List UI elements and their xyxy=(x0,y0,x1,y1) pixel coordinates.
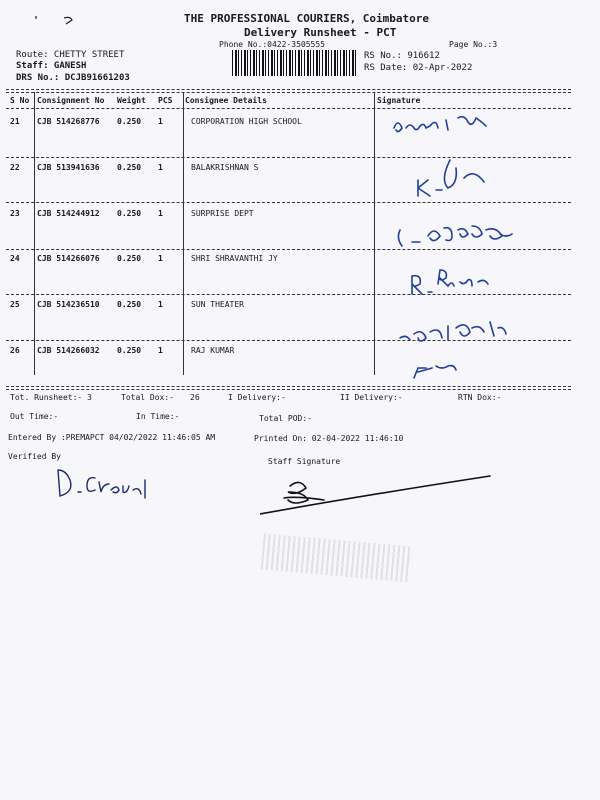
col-pcs: PCS xyxy=(158,96,173,105)
divider xyxy=(6,108,571,109)
row-weight: 0.250 xyxy=(117,209,142,218)
row-sno: 24 xyxy=(10,254,20,263)
column-line xyxy=(34,92,35,375)
row-pcs: 1 xyxy=(158,346,163,355)
drs-number: DRS No.: DCJB91661203 xyxy=(16,73,130,83)
row-pcs: 1 xyxy=(158,300,163,309)
staff-signature xyxy=(260,466,560,526)
row-weight: 0.250 xyxy=(117,117,142,126)
col-weight: Weight xyxy=(117,96,146,105)
row-weight: 0.250 xyxy=(117,300,142,309)
total-dox-value: 26 xyxy=(190,393,200,402)
corner-mark xyxy=(34,12,84,28)
verifier-signature xyxy=(50,460,160,505)
row-consignee: BALAKRISHNAN S xyxy=(191,163,259,172)
row-pcs: 1 xyxy=(158,254,163,263)
col-consignment: Consignment No xyxy=(37,96,105,105)
row-consignment: CJB 514244912 xyxy=(37,209,100,218)
divider xyxy=(6,389,571,390)
faded-stamp xyxy=(261,534,414,583)
row-sno: 23 xyxy=(10,209,20,218)
row-consignee: SURPRISE DEPT xyxy=(191,209,254,218)
printed-on: Printed On: 02-04-2022 11:46:10 xyxy=(254,434,404,443)
page-number: Page No.:3 xyxy=(449,40,498,49)
ii-delivery: II Delivery:- xyxy=(340,393,403,402)
in-time: In Time:- xyxy=(136,412,180,421)
delivery-signatures xyxy=(380,110,570,390)
row-sno: 25 xyxy=(10,300,20,309)
staff-signature-label: Staff Signature xyxy=(268,457,341,466)
col-sno: S No xyxy=(10,96,30,105)
row-pcs: 1 xyxy=(158,163,163,172)
row-consignment: CJB 514266076 xyxy=(37,254,100,263)
row-consignment: CJB 514266032 xyxy=(37,346,100,355)
column-line xyxy=(374,92,375,375)
col-consignee: Consignee Details xyxy=(185,96,267,105)
rs-number: RS No.: 916612 xyxy=(364,51,440,61)
rs-date: RS Date: 02-Apr-2022 xyxy=(364,63,473,73)
row-weight: 0.250 xyxy=(117,163,142,172)
row-consignee: SUN THEATER xyxy=(191,300,244,309)
row-weight: 0.250 xyxy=(117,254,142,263)
verified-by-label: Verified By xyxy=(8,452,61,461)
out-time: Out Time:- xyxy=(10,412,59,421)
rtn-dox: RTN Dox:- xyxy=(458,393,502,402)
i-delivery: I Delivery:- xyxy=(228,393,286,402)
tot-runsheet: Tot. Runsheet:- 3 xyxy=(10,393,92,402)
row-pcs: 1 xyxy=(158,117,163,126)
divider xyxy=(6,92,571,93)
row-sno: 22 xyxy=(10,163,20,172)
document-title: Delivery Runsheet - PCT xyxy=(244,26,397,39)
row-sno: 26 xyxy=(10,346,20,355)
total-dox-label: Total Dox:- xyxy=(121,393,174,402)
row-consignee: SHRI SHRAVANTHI JY xyxy=(191,254,278,263)
row-consignment: CJB 514268776 xyxy=(37,117,100,126)
phone-number: Phone No.:0422-3505555 xyxy=(219,40,325,49)
row-sno: 21 xyxy=(10,117,20,126)
row-weight: 0.250 xyxy=(117,346,142,355)
column-line xyxy=(183,92,184,375)
row-consignment: CJB 514236510 xyxy=(37,300,100,309)
row-consignment: CJB 513941636 xyxy=(37,163,100,172)
col-signature: Signature xyxy=(377,96,421,105)
staff-name: Staff: GANESH xyxy=(16,61,87,71)
barcode xyxy=(232,50,357,76)
row-pcs: 1 xyxy=(158,209,163,218)
route: Route: CHETTY STREET xyxy=(16,50,125,60)
entered-by: Entered By :PREMAPCT 04/02/2022 11:46:05 AM xyxy=(8,433,216,442)
company-name: THE PROFESSIONAL COURIERS, Coimbatore xyxy=(184,12,430,25)
row-consignee: RAJ KUMAR xyxy=(191,346,235,355)
divider xyxy=(6,89,571,90)
row-consignee: CORPORATION HIGH SCHOOL xyxy=(191,117,302,126)
total-pod: Total POD:- xyxy=(259,414,312,423)
